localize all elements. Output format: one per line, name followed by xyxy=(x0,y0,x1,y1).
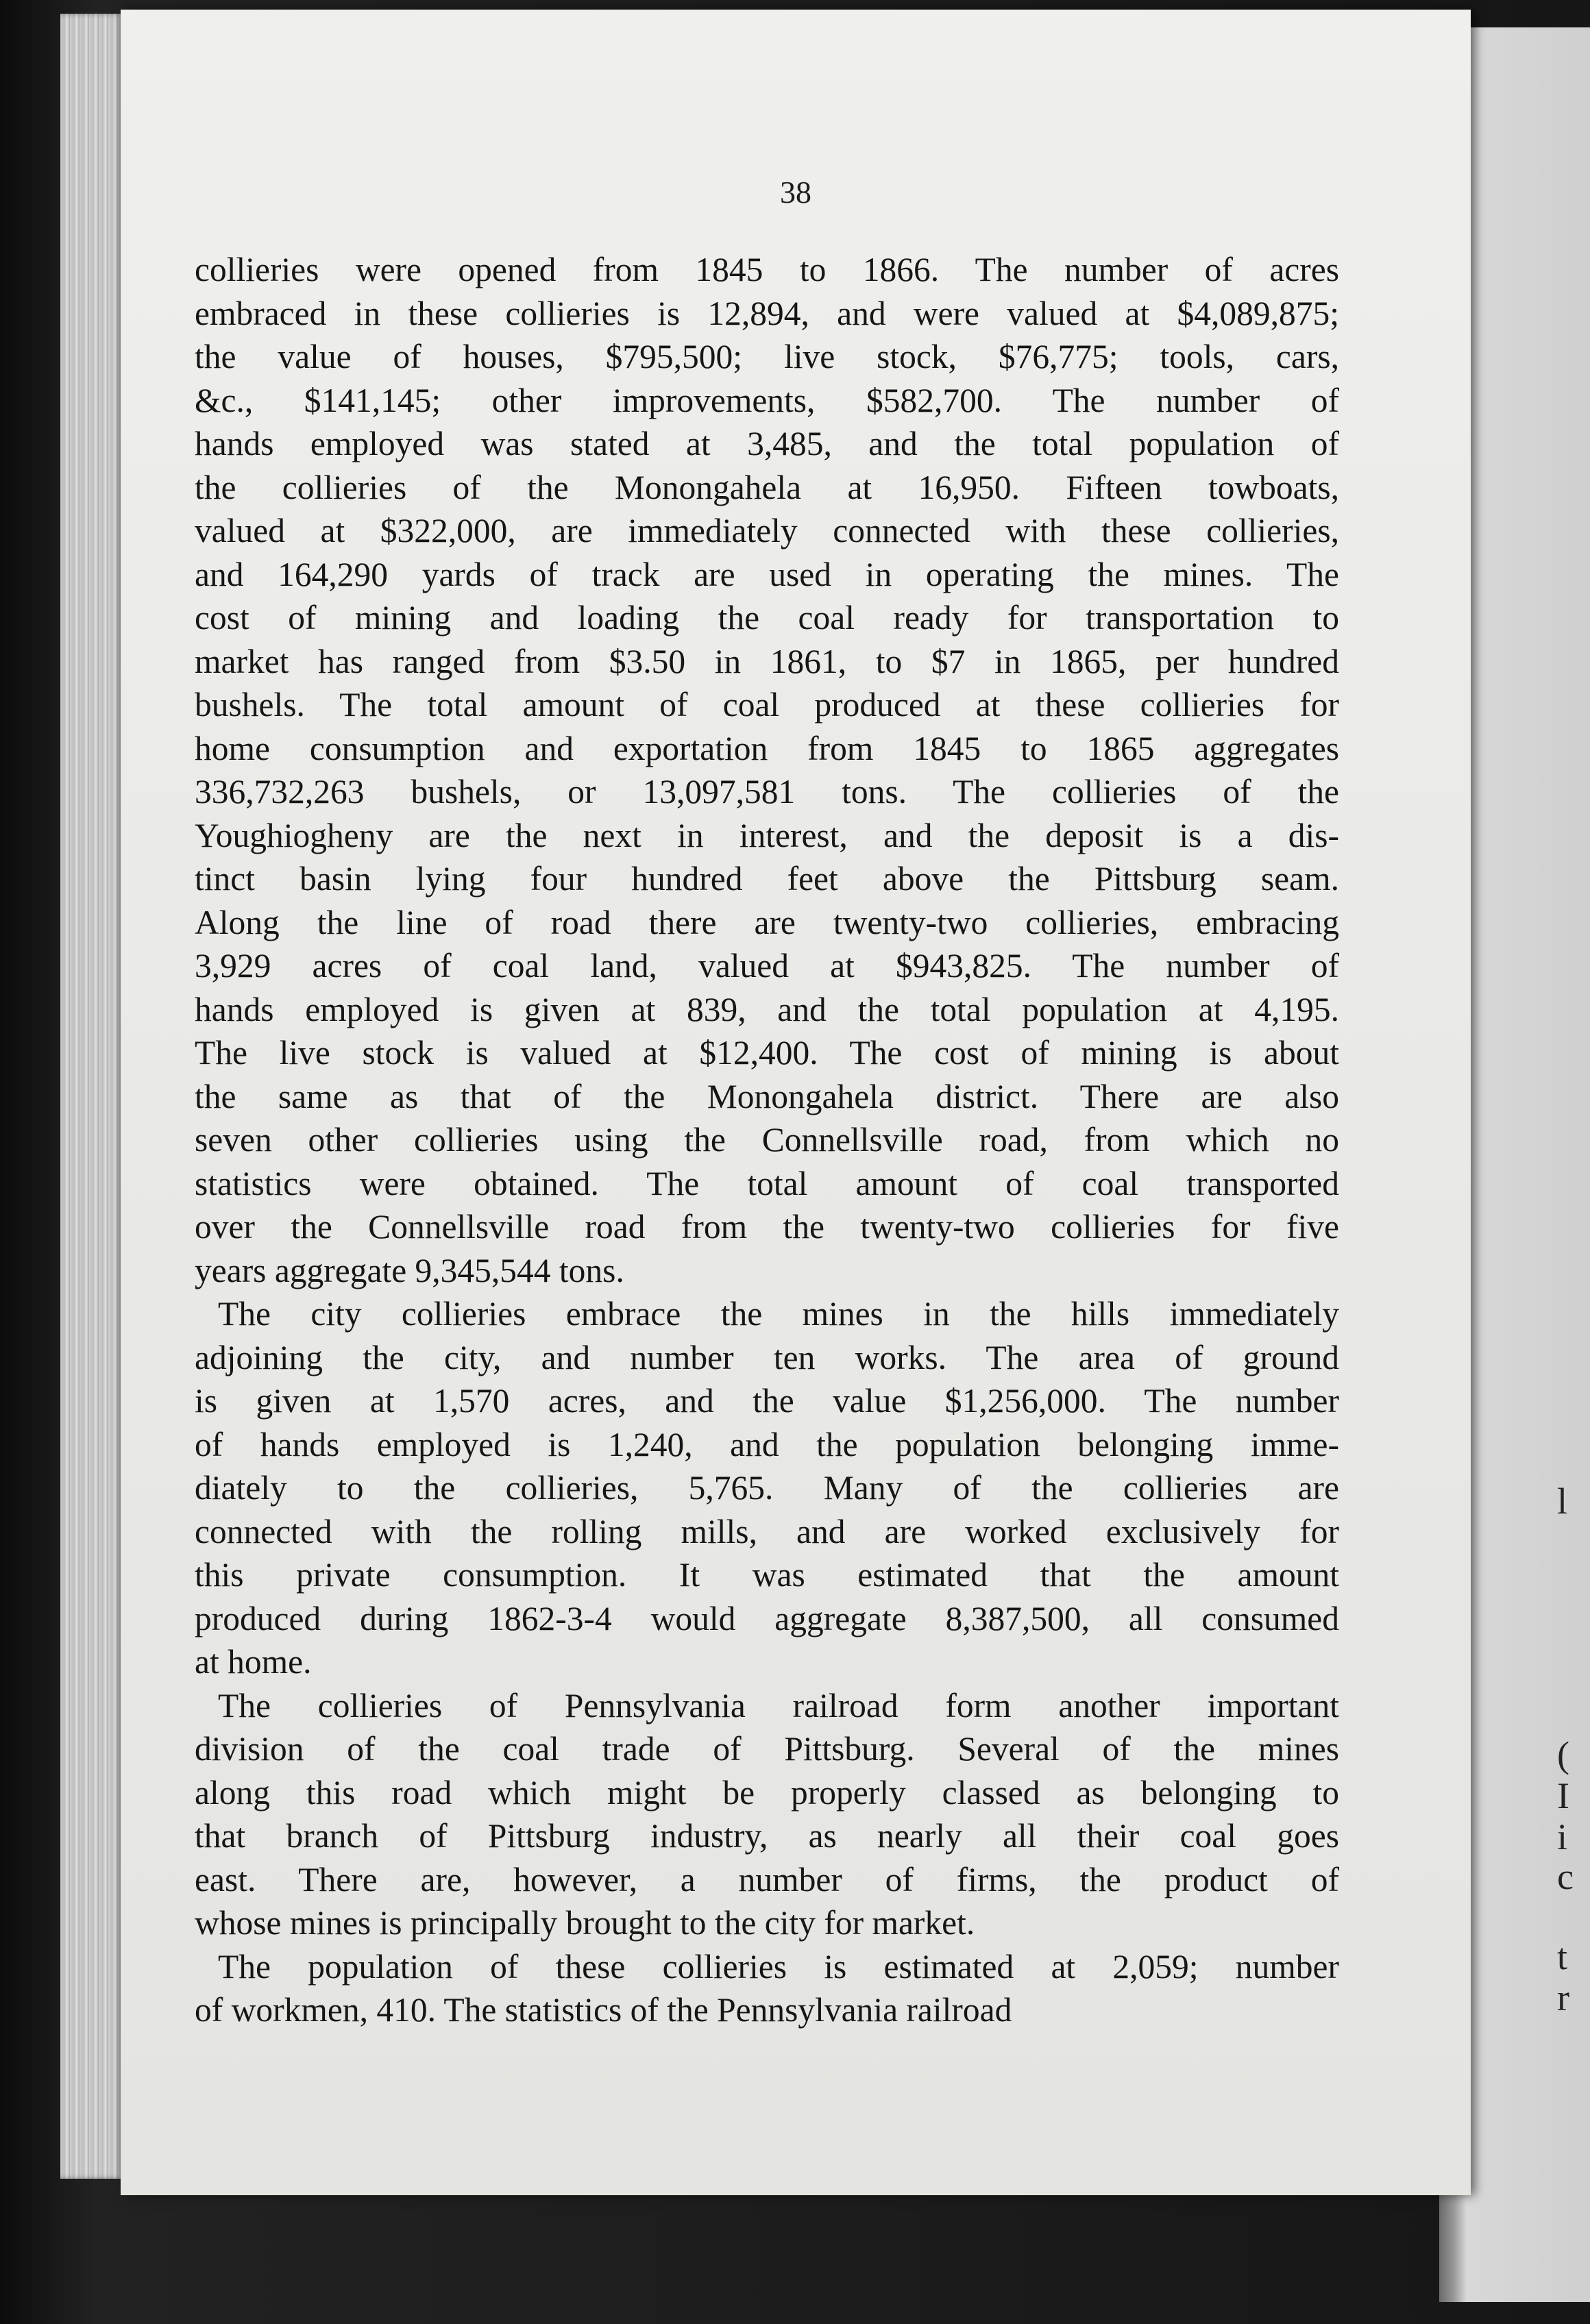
text-line: along this road which might be properly classed as belonging to xyxy=(195,1773,1339,1812)
text-line: 336,732,263 bushels, or 13,097,581 tons. The collieries of the xyxy=(195,773,1339,811)
text-line: hands employed was stated at 3,485, and the total population of xyxy=(195,425,1339,462)
text-line: east. There are, however, a number of firms, the product of xyxy=(195,1860,1339,1899)
text-line: market has ranged from $3.50 in 1861, to $7 in 1865, per hundred xyxy=(195,642,1339,680)
next-leaf-mark: r xyxy=(1557,1977,1569,2018)
page-stack-edge xyxy=(60,14,122,2179)
page-body-text xyxy=(195,248,1339,2032)
text-line: connected with the rolling mills, and are worked exclusively for xyxy=(195,1512,1339,1550)
next-leaf-mark: l xyxy=(1557,1481,1568,1522)
next-leaf-mark: I xyxy=(1557,1775,1569,1816)
paragraph xyxy=(195,1292,1339,1684)
text-line: whose mines is principally brought to the city for market. xyxy=(195,1904,975,1942)
text-line: The collieries of Pennsylvania railroad form another important xyxy=(218,1686,1339,1725)
text-line: The city collieries embrace the mines in the hills immediately xyxy=(218,1295,1339,1333)
text-line: division of the coal trade of Pittsburg. Several of the mines xyxy=(195,1730,1339,1768)
text-line: Youghiogheny are the next in interest, and the deposit is a dis- xyxy=(195,816,1339,854)
text-line: statistics were obtained. The total amount of coal transported xyxy=(195,1164,1339,1202)
text-line: bushels. The total amount of coal produced at these collieries for xyxy=(195,686,1339,724)
text-line: seven other collieries using the Connellsville road, from which no xyxy=(195,1121,1339,1159)
text-line: of workmen, 410. The statistics of the Pennsylvania railroad xyxy=(195,1991,1012,2029)
text-line: Along the line of road there are twenty-two collieries, embracing xyxy=(195,903,1339,941)
page-number: 38 xyxy=(780,175,811,210)
text-line: over the Connellsville road from the twenty-two collieries for five xyxy=(195,1208,1339,1246)
text-line: home consumption and exportation from 1845 to 1865 aggregates xyxy=(195,729,1339,767)
text-line: adjoining the city, and number ten works. The area of ground xyxy=(195,1338,1339,1376)
text-line: valued at $322,000, are immediately connected with these collieries, xyxy=(195,512,1339,549)
text-line: &c., $141,145; other improvements, $582,700. The number of xyxy=(195,381,1339,419)
text-line: the collieries of the Monongahela at 16,950. Fifteen towboats, xyxy=(195,468,1339,506)
text-line: years aggregate 9,345,544 tons. xyxy=(195,1251,624,1289)
paragraph xyxy=(195,248,1339,1292)
text-line: diately to the collieries, 5,765. Many of the collieries are xyxy=(195,1469,1339,1507)
text-line: 3,929 acres of coal land, valued at $943,825. The number of xyxy=(195,947,1339,985)
text-line: collieries were opened from 1845 to 1866. The number of acres xyxy=(195,251,1339,288)
text-line: the value of houses, $795,500; live stock, $76,775; tools, cars, xyxy=(195,338,1339,375)
text-line: The live stock is valued at $12,400. The cost of mining is about xyxy=(195,1034,1339,1072)
text-line: embraced in these collieries is 12,894, and were valued at $4,089,875; xyxy=(195,294,1339,332)
text-line: at home. xyxy=(195,1643,312,1681)
text-line: this private consumption. It was estimated that the amount xyxy=(195,1556,1339,1594)
text-line: that branch of Pittsburg industry, as nearly all their coal goes xyxy=(195,1817,1339,1855)
text-line: The population of these collieries is estimated at 2,059; number xyxy=(218,1947,1339,1986)
text-line: and 164,290 yards of track are used in operating the mines. The xyxy=(195,555,1339,593)
next-leaf-mark: t xyxy=(1557,1936,1568,1977)
text-line: tinct basin lying four hundred feet above the Pittsburg seam. xyxy=(195,860,1339,898)
text-line: the same as that of the Monongahela district. There are also xyxy=(195,1077,1339,1115)
next-leaf-mark: i xyxy=(1557,1816,1568,1857)
text-line: produced during 1862-3-4 would aggregate 8,387,500, all consumed xyxy=(195,1599,1339,1637)
next-leaf-mark: c xyxy=(1557,1856,1574,1897)
text-line: is given at 1,570 acres, and the value $1,256,000. The number xyxy=(195,1382,1339,1420)
text-line: of hands employed is 1,240, and the population belonging imme- xyxy=(195,1425,1339,1463)
text-line: cost of mining and loading the coal ready for transportation to xyxy=(195,599,1339,636)
paragraph xyxy=(195,1684,1339,1945)
text-line: hands employed is given at 839, and the total population at 4,195. xyxy=(195,990,1339,1028)
next-leaf-mark: ( xyxy=(1557,1734,1569,1775)
paragraph xyxy=(195,1945,1339,2032)
